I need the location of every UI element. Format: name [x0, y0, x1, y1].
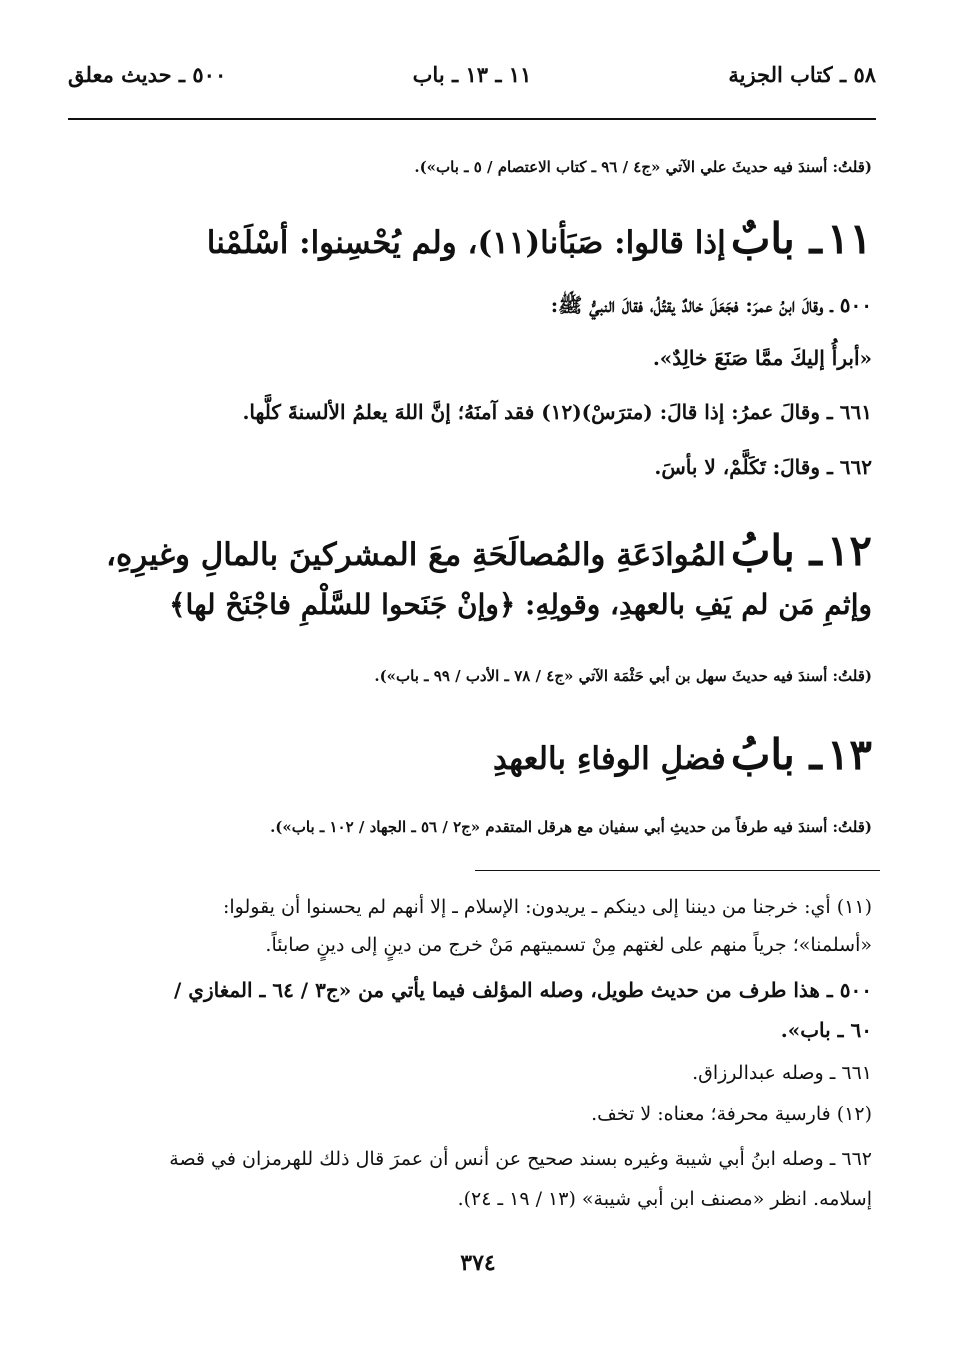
page-number: ٣٧٤ [460, 1250, 496, 1276]
footnote-divider [475, 870, 880, 871]
chapter-heading-12 [70, 526, 872, 575]
hadith-text: ٦٦٢ ـ وقالَ: تَكَلَّمْ، لا بأسَ. [654, 455, 872, 479]
hadith-text: ٦٦١ ـ وقالَ عمرُ: إذا قالَ: (مترَسْ)(١٢) فقد آمنَهُ؛ إنَّ اللهَ يعلمُ الألسنةَ كلَّها. [242, 400, 872, 424]
chapter-number: ١١ [826, 214, 872, 263]
header-chapter-range: ١١ ـ ١٣ ـ باب [412, 62, 532, 87]
header-hadith-ref: ٥٠٠ ـ حديث معلق [68, 62, 227, 87]
editor-note: (قلتُ: أسندَ فيه طرفاً من حديثِ أبي سفيان مع هرقل المتقدم «ج٢ / ٥٦ ـ الجهاد / ١٠٢ ـ باب»). [270, 818, 872, 836]
editor-note: (قلتُ: أسندَ فيه حديثَ علي الآتي «ج٤ / ٩٦ ـ كتاب الاعتصام / ٥ ـ باب»). [414, 158, 872, 176]
footnote-text: (١١) أي: خرجنا من ديننا إلى دينكم ـ يريدون: الإسلام ـ إلا أنهم لم يحسنوا أن يقولوا: [222, 896, 872, 918]
chapter-bab-label: ـ بابٌ [730, 214, 822, 263]
hadith-text: «أبرأُ إليكَ ممَّا صَنَعَ خالِدٌ». [652, 346, 872, 370]
header-book-title: ٥٨ ـ كتاب الجزية [728, 62, 876, 87]
chapter-title: إذا قالوا: صَبَأنا(١١)، ولم يُحْسِنوا: أسْلَمْنا [206, 225, 726, 261]
footnote-text: (١٢) فارسية محرفة؛ معناه: لا تخف. [591, 1103, 872, 1125]
chapter-title: فضلِ الوفاءِ بالعهدِ [493, 741, 726, 777]
footnote-text: إسلامه. انظر «مصنف ابن أبي شيبة» (١٣ / ١٩ ـ ٢٤). [457, 1188, 872, 1210]
chapter-bab-label: ـ بابُ [730, 730, 822, 779]
header-divider [68, 118, 876, 120]
footnote-text: ٦٦٢ ـ وصله ابنُ أبي شيبة وغيره بسند صحيح عن أنس أن عمرَ قال ذلك للهرمزان في قصة [169, 1148, 872, 1170]
footnote-text: ٥٠٠ ـ هذا طرف من حديث طويل، وصله المؤلف فيما يأتي من «ج٣ / ٦٤ ـ المغازي / [174, 978, 872, 1002]
running-header [68, 62, 876, 98]
chapter-heading-11 [70, 214, 872, 263]
chapter-number: ١٢ [826, 526, 872, 575]
chapter-title: المُوادَعَةِ والمُصالَحَةِ معَ المشركينَ بالمالِ وغيرِهِ، [106, 537, 726, 573]
footnote-text: ٦٦١ ـ وصله عبدالرزاق. [692, 1062, 872, 1084]
footnote-text: «أسلمنا»؛ جرياً منهم على لغتهم مِنْ تسميتهم مَنْ خرج من دينٍ إلى دينٍ صابئاً. [265, 934, 872, 956]
chapter-bab-label: ـ بابُ [730, 526, 822, 575]
chapter-heading-13 [70, 730, 872, 779]
editor-note: (قلتُ: أسندَ فيه حديثَ سهل بن أبي حَثْمَة الآتي «ج٤ / ٧٨ ـ الأدب / ٩٩ ـ باب»). [374, 667, 872, 685]
chapter-title-continued: وإثمِ مَن لم يَفِ بالعهدِ، وقولِهِ: ﴿وإنْ جَنَحوا للسَّلْمِ فاجْنَحْ لها﴾ [169, 588, 872, 621]
chapter-number: ١٣ [826, 730, 872, 779]
footnote-text: ٦٠ ـ باب». [780, 1018, 872, 1042]
hadith-text: ٥٠٠ ـ وقالَ ابنُ عمرَ: فجَعَلَ خالدٌ يقتُلُ، فقالَ النبيُّ ﷺ: [550, 293, 872, 317]
